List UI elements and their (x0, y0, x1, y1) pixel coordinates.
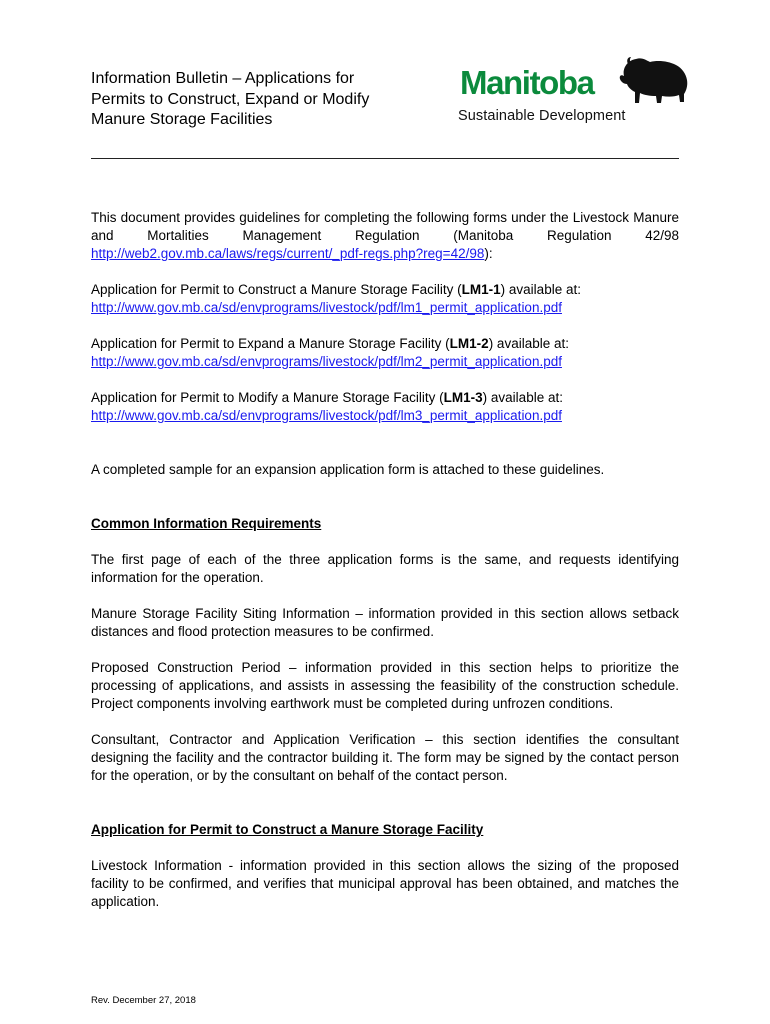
title-divider (91, 158, 679, 159)
revision-date: Rev. December 27, 2018 (91, 995, 196, 1006)
bison-icon (616, 56, 690, 108)
intro-paragraph (91, 209, 679, 263)
application-text: Application for Permit to Expand a Manure Storage Facility ( (91, 336, 450, 351)
manitoba-logo (458, 56, 690, 130)
regulation-link[interactable]: http://web2.gov.mb.ca/laws/regs/current/_pdf-regs.php?reg=42/98 (91, 246, 485, 261)
lm1-1-link[interactable]: http://www.gov.mb.ca/sd/envprograms/livestock/pdf/lm1_permit_application.pdf (91, 300, 562, 315)
application-lm1-2 (91, 335, 679, 371)
logo-wordmark: Manitoba (460, 64, 594, 101)
application-text: Application for Permit to Modify a Manure Storage Facility ( (91, 390, 444, 405)
section-paragraph: The first page of each of the three application forms is the same, and requests identifying information for the operation. (91, 552, 679, 585)
application-suffix: ) available at: (482, 390, 563, 405)
form-code: LM1-1 (461, 282, 501, 297)
application-suffix: ) available at: (500, 282, 581, 297)
form-code: LM1-3 (443, 390, 483, 405)
title-line: Manure Storage Facilities (91, 111, 273, 128)
intro-text: This document provides guidelines for completing the following forms under the Livestock Manure and Mortalities Management Regulation (Manitoba Regulation 42/98 (91, 210, 679, 243)
lm1-2-link[interactable]: http://www.gov.mb.ca/sd/envprograms/livestock/pdf/lm2_permit_application.pdf (91, 354, 562, 369)
section-heading: Common Information Requirements (91, 516, 322, 531)
document-title (91, 69, 431, 131)
intro-suffix: ): (484, 246, 493, 261)
section-paragraph: Livestock Information - information provided in this section allows the sizing of the proposed facility to be confirmed, and verifies that municipal approval has been obtained, and matches the application. (91, 858, 679, 909)
sample-note: A completed sample for an expansion application form is attached to these guidelines. (91, 462, 605, 477)
form-code: LM1-2 (449, 336, 489, 351)
section-paragraph: Consultant, Contractor and Application Verification – this section identifies the consultant designing the facility and the contractor building it. The form may be signed by the contact person for the operation, or by the consultant on behalf of the contact person. (91, 732, 679, 783)
section-paragraph: Manure Storage Facility Siting Information – information provided in this section allows setback distances and flood protection measures to be confirmed. (91, 606, 679, 639)
title-line: Permits to Construct, Expand or Modify (91, 90, 370, 108)
lm1-3-link[interactable]: http://www.gov.mb.ca/sd/envprograms/livestock/pdf/lm3_permit_application.pdf (91, 408, 562, 423)
application-text: Application for Permit to Construct a Manure Storage Facility ( (91, 282, 462, 297)
section-heading: Application for Permit to Construct a Manure Storage Facility (91, 822, 484, 837)
section-paragraph: Proposed Construction Period – information provided in this section helps to prioritize the processing of applications, and assists in assessing the feasibility of the construction schedule. Project components involving earthwork must be completed during unfrozen conditions. (91, 660, 679, 711)
application-lm1-1 (91, 281, 679, 317)
document-body (91, 209, 679, 911)
application-lm1-3 (91, 389, 679, 425)
application-suffix: ) available at: (488, 336, 569, 351)
title-line: Information Bulletin – Applications for (91, 70, 355, 87)
logo-subtitle: Sustainable Development (458, 108, 626, 124)
